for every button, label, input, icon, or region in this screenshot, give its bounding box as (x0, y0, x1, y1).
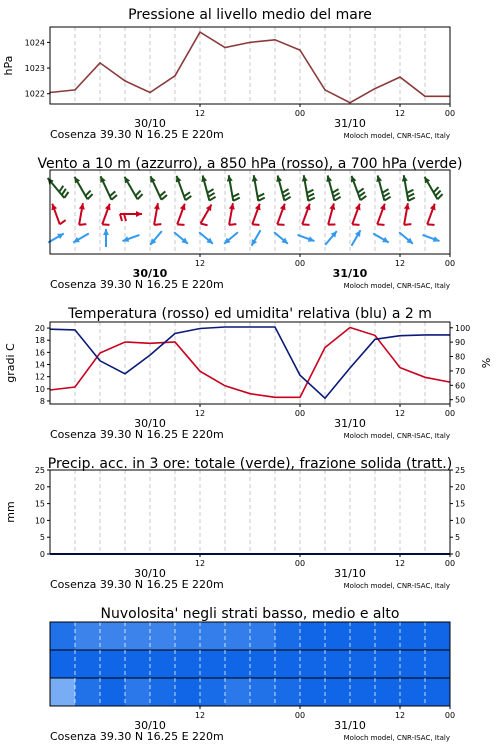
time-tick-label: 00 (444, 711, 456, 720)
barb-head (103, 229, 109, 235)
y-tick-label-right: 100 (455, 323, 471, 333)
barb-feather (110, 191, 115, 196)
barb-feather (64, 192, 68, 198)
pressure-point (224, 47, 226, 49)
barb-feather (124, 214, 126, 221)
barb-feather (111, 195, 116, 200)
barb-feather (404, 224, 411, 225)
barb-feather (302, 224, 309, 225)
wind-barb-850 (252, 204, 260, 225)
y-tick-label-right: 25 (455, 466, 466, 475)
pressure-point (324, 89, 326, 91)
wind-barb-850 (79, 203, 86, 225)
time-tick-label: 00 (444, 409, 456, 418)
barb-head (136, 211, 142, 217)
wind-barb-850 (352, 204, 360, 225)
wind-barb-850 (277, 204, 285, 225)
barb-feather (59, 186, 63, 192)
y-tick-label: 8 (39, 396, 45, 406)
barb-feather (161, 195, 166, 200)
time-tick-label: 12 (394, 559, 406, 568)
barb-feather (359, 192, 365, 196)
wind-barb-700 (150, 176, 167, 200)
time-tick-label: 12 (394, 409, 406, 418)
y-tick-label: 14 (34, 360, 45, 370)
location-label: Cosenza 39.30 N 16.25 E 220m (50, 278, 224, 291)
time-tick-label: 12 (394, 711, 406, 720)
wind-barb-850 (229, 203, 236, 225)
wind-arrow-10m (224, 232, 238, 244)
cloud-cell (250, 650, 276, 678)
y-tick-label: 25 (34, 466, 45, 475)
cloud-cell (75, 650, 101, 678)
y-tick-label-right: 60 (455, 381, 466, 391)
barb-feather (60, 220, 66, 224)
pressure-point (299, 49, 301, 51)
cloud-cell (100, 622, 126, 650)
cloud-cell (250, 678, 276, 706)
y-tick-label-right: 10 (455, 516, 466, 526)
time-tick-label: 12 (194, 109, 206, 118)
date-label: 30/10 (134, 719, 166, 732)
date-label: 31/10 (334, 417, 366, 430)
barb-feather (88, 194, 93, 199)
wind-arrow-10m (373, 234, 389, 243)
y-tick-label-right: 20 (455, 482, 466, 492)
wind-arrow-10m (174, 232, 188, 244)
barb-feather (207, 189, 213, 193)
y-tick-label: 10 (34, 384, 45, 394)
wind-arrow-10m (103, 229, 109, 247)
location-label: Cosenza 39.30 N 16.25 E 220m (50, 578, 224, 591)
cloud-cell (200, 622, 226, 650)
cloud-cell (225, 650, 251, 678)
cloud-cell (400, 622, 426, 650)
wind-barb-850 (302, 204, 310, 225)
barb-feather (427, 224, 434, 225)
model-label: Moloch model, CNR-ISAC, Italy (343, 282, 450, 290)
barb-feather (438, 194, 443, 199)
pressure-panel (2, 7, 455, 141)
wind-arrow-10m (73, 234, 89, 243)
y-tick-label: 12 (34, 372, 45, 382)
cloud-cell (300, 678, 326, 706)
cloud-cell (150, 650, 176, 678)
cloud-cell (125, 622, 151, 650)
y-tick-label-right: 50 (455, 395, 466, 405)
cloud-cell (350, 622, 376, 650)
date-label: 31/10 (334, 117, 366, 130)
cloud-cell (200, 650, 226, 678)
barb-feather (277, 224, 284, 225)
wind-barb-700 (276, 175, 290, 200)
y-tick-label-right: 70 (455, 366, 466, 376)
barb-feather (79, 224, 86, 225)
time-tick-label: 00 (444, 109, 456, 118)
wind-arrow-10m (274, 232, 288, 244)
cloud-cell (75, 678, 101, 706)
y-tick-label-right: 0 (455, 550, 461, 559)
time-tick-label: 00 (294, 409, 306, 418)
wind-barb-850 (328, 203, 335, 224)
wind-barb-700 (75, 177, 93, 200)
wind-barb-850 (404, 203, 411, 225)
cloud-cell (200, 678, 226, 706)
barb-feather (258, 194, 265, 197)
temperature-title: Temperatura (rosso) ed umidita' relativa (blu) a 2 m (68, 306, 432, 322)
y-axis-label: hPa (2, 55, 15, 76)
cloud-cell (375, 622, 401, 650)
cloud-cell (300, 650, 326, 678)
precipitation-panel (4, 456, 465, 591)
model-label: Moloch model, CNR-ISAC, Italy (343, 132, 450, 140)
cloud-cell (375, 650, 401, 678)
location-label: Cosenza 39.30 N 16.25 E 220m (50, 428, 224, 441)
y-tick-label-right: 80 (455, 352, 466, 362)
model-label: Moloch model, CNR-ISAC, Italy (343, 432, 450, 440)
precipitation-title: Precip. acc. in 3 ore: totale (verde), frazione solida (tratt.) (47, 456, 453, 472)
wind-arrow-10m (199, 232, 213, 244)
barb-feather (184, 192, 190, 196)
cloud-cell (325, 678, 351, 706)
barb-feather (377, 224, 384, 225)
wind-barb-850 (154, 203, 161, 225)
cloud-cell (125, 650, 151, 678)
barb-feather (308, 198, 315, 201)
barb-feather (62, 189, 66, 195)
model-label: Moloch model, CNR-ISAC, Italy (343, 582, 450, 590)
time-tick-label: 12 (194, 409, 206, 418)
wind-barb-700 (201, 175, 215, 200)
cloud-cell (275, 622, 301, 650)
cloud-cell (325, 622, 351, 650)
y-tick-label-right: 90 (455, 338, 466, 348)
barb-feather (284, 197, 290, 201)
cloud-cell (250, 622, 276, 650)
cloud-cell (400, 678, 426, 706)
barb-feather (360, 196, 366, 200)
y-axis-label: mm (4, 501, 17, 523)
barb-feather (384, 197, 390, 201)
cloud-cell (350, 650, 376, 678)
barb-feather (120, 214, 122, 221)
cloud-cell (50, 650, 76, 678)
barb-feather (307, 190, 314, 193)
date-label: 31/10 (334, 567, 366, 580)
plot-frame (50, 322, 450, 404)
barb-feather (333, 193, 339, 197)
cloud-cell (325, 650, 351, 678)
barb-feather (138, 194, 143, 199)
time-tick-label: 00 (294, 559, 306, 568)
cloud-title: Nuvolosita' negli strati basso, medio e alto (100, 606, 400, 622)
cloud-cell (275, 650, 301, 678)
barb-feather (136, 191, 141, 196)
barb-feather (283, 193, 289, 197)
barb-feather (209, 197, 215, 201)
cloud-cell (100, 678, 126, 706)
barb-feather (252, 224, 259, 225)
cloud-cell (425, 650, 451, 678)
wind-panel (37, 156, 462, 291)
barb-feather (282, 189, 288, 193)
pressure-point (199, 31, 201, 33)
pressure-point (74, 89, 76, 91)
cloud-cell (125, 678, 151, 706)
barb-feather (160, 191, 165, 196)
cloud-cell (300, 622, 326, 650)
wind-barb-700 (376, 175, 390, 200)
cloud-cell (150, 622, 176, 650)
wind-barb-850 (201, 204, 212, 225)
wind-barb-850 (120, 211, 142, 221)
barb-feather (407, 190, 414, 193)
date-label: 30/10 (134, 417, 166, 430)
y-tick-label-right: 5 (455, 533, 461, 543)
cloud-cell (175, 650, 201, 678)
y-tick-label: 10 (34, 516, 45, 526)
cloud-cell (225, 678, 251, 706)
barb-feather (102, 224, 109, 225)
barb-feather (408, 198, 415, 201)
cloud-cell (350, 678, 376, 706)
time-tick-label: 12 (394, 259, 406, 268)
cloud-cover-panel (50, 606, 455, 743)
barb-feather (154, 224, 161, 225)
time-tick-label: 00 (294, 259, 306, 268)
time-tick-label: 00 (444, 559, 456, 568)
wind-barb-700 (351, 176, 367, 200)
barb-feather (177, 224, 184, 225)
temperature-humidity-panel (4, 306, 493, 441)
y-tick-label: 18 (34, 336, 45, 346)
y-axis-label: gradi C (4, 343, 17, 383)
time-tick-label: 12 (394, 109, 406, 118)
time-tick-label: 12 (194, 559, 206, 568)
date-label: 30/10 (134, 117, 166, 130)
barb-feather (201, 224, 208, 226)
y-tick-label: 1024 (24, 38, 45, 48)
wind-barb-700 (326, 175, 340, 200)
model-label: Moloch model, CNR-ISAC, Italy (343, 734, 450, 742)
y-tick-label: 20 (34, 482, 45, 492)
wind-barb-700 (125, 177, 143, 200)
y-tick-label: 1023 (24, 64, 45, 74)
wind-barb-700 (227, 175, 240, 201)
pressure-point (149, 92, 151, 94)
wind-barb-850 (51, 204, 65, 225)
cloud-cell (400, 650, 426, 678)
y-tick-label: 15 (34, 499, 45, 509)
wind-barb-700 (252, 175, 265, 201)
barb-feather (408, 194, 415, 197)
cloud-cell (225, 622, 251, 650)
cloud-cell (425, 622, 451, 650)
barb-feather (436, 191, 441, 196)
pressure-point (274, 39, 276, 41)
wind-barb-700 (302, 175, 315, 201)
cloud-cell (50, 622, 76, 650)
location-label: Cosenza 39.30 N 16.25 E 220m (50, 730, 224, 743)
pressure-point (99, 62, 101, 64)
y-tick-label: 5 (39, 533, 45, 543)
y-tick-label-right: 15 (455, 499, 466, 509)
y-tick-label: 20 (34, 324, 45, 334)
time-tick-label: 00 (294, 109, 306, 118)
wind-barb-850 (377, 204, 385, 225)
cloud-cell (100, 650, 126, 678)
date-label: 30/10 (132, 267, 168, 280)
pressure-point (399, 76, 401, 78)
time-tick-label: 00 (294, 711, 306, 720)
wind-barb-850 (427, 204, 435, 225)
time-tick-label: 12 (194, 259, 206, 268)
barb-feather (383, 193, 389, 197)
wind-barb-850 (177, 204, 185, 225)
barb-feather (185, 196, 191, 200)
pressure-title: Pressione al livello medio del mare (128, 7, 372, 23)
barb-feather (382, 189, 388, 193)
wind-barb-850 (102, 204, 110, 225)
pressure-point (374, 88, 376, 90)
wind-arrow-10m (150, 231, 162, 245)
cloud-cell (50, 678, 76, 706)
wind-title: Vento a 10 m (azzurro), a 850 hPa (rosso), a 700 hPa (verde) (37, 156, 463, 172)
barb-feather (208, 193, 214, 197)
wind-barb-700 (176, 176, 192, 200)
wind-barb-700 (402, 175, 415, 201)
cloud-cell (275, 678, 301, 706)
date-label: 31/10 (334, 719, 366, 732)
date-label: 30/10 (134, 567, 166, 580)
wind-barb-700 (100, 176, 117, 200)
wind-arrow-10m (252, 230, 261, 246)
barb-feather (358, 188, 364, 192)
cloud-cell (175, 622, 201, 650)
wind-barb-700 (425, 177, 443, 200)
time-tick-label: 12 (194, 711, 206, 720)
barb-feather (352, 224, 359, 225)
location-label: Cosenza 39.30 N 16.25 E 220m (50, 128, 224, 141)
cloud-cell (150, 678, 176, 706)
barb-feather (233, 194, 240, 197)
time-tick-label: 00 (444, 259, 456, 268)
pressure-point (124, 80, 126, 82)
cloud-cell (75, 622, 101, 650)
barb-feather (258, 198, 265, 201)
wind-arrow-10m (399, 232, 413, 244)
cloud-cell (425, 678, 451, 706)
wind-barb-700 (48, 178, 69, 198)
pressure-point (249, 42, 251, 44)
barb-feather (229, 224, 236, 225)
pressure-point (174, 75, 176, 77)
cloud-cell (375, 678, 401, 706)
y-tick-label: 1022 (24, 89, 45, 99)
wind-arrow-10m (325, 231, 337, 245)
cloud-cell (175, 678, 201, 706)
barb-feather (308, 194, 315, 197)
barb-feather (86, 191, 91, 196)
y-tick-label: 16 (34, 348, 45, 358)
date-label: 31/10 (332, 267, 368, 280)
barb-feather (233, 198, 240, 201)
y-axis-label: % (480, 357, 493, 369)
pressure-point (424, 96, 426, 98)
wind-arrow-10m (48, 234, 64, 243)
wind-arrow-10m (352, 230, 361, 246)
y-tick-label: 0 (39, 550, 45, 559)
barb-feather (332, 189, 338, 193)
barb-feather (334, 197, 340, 201)
pressure-point (349, 102, 351, 104)
barb-feather (434, 187, 439, 192)
